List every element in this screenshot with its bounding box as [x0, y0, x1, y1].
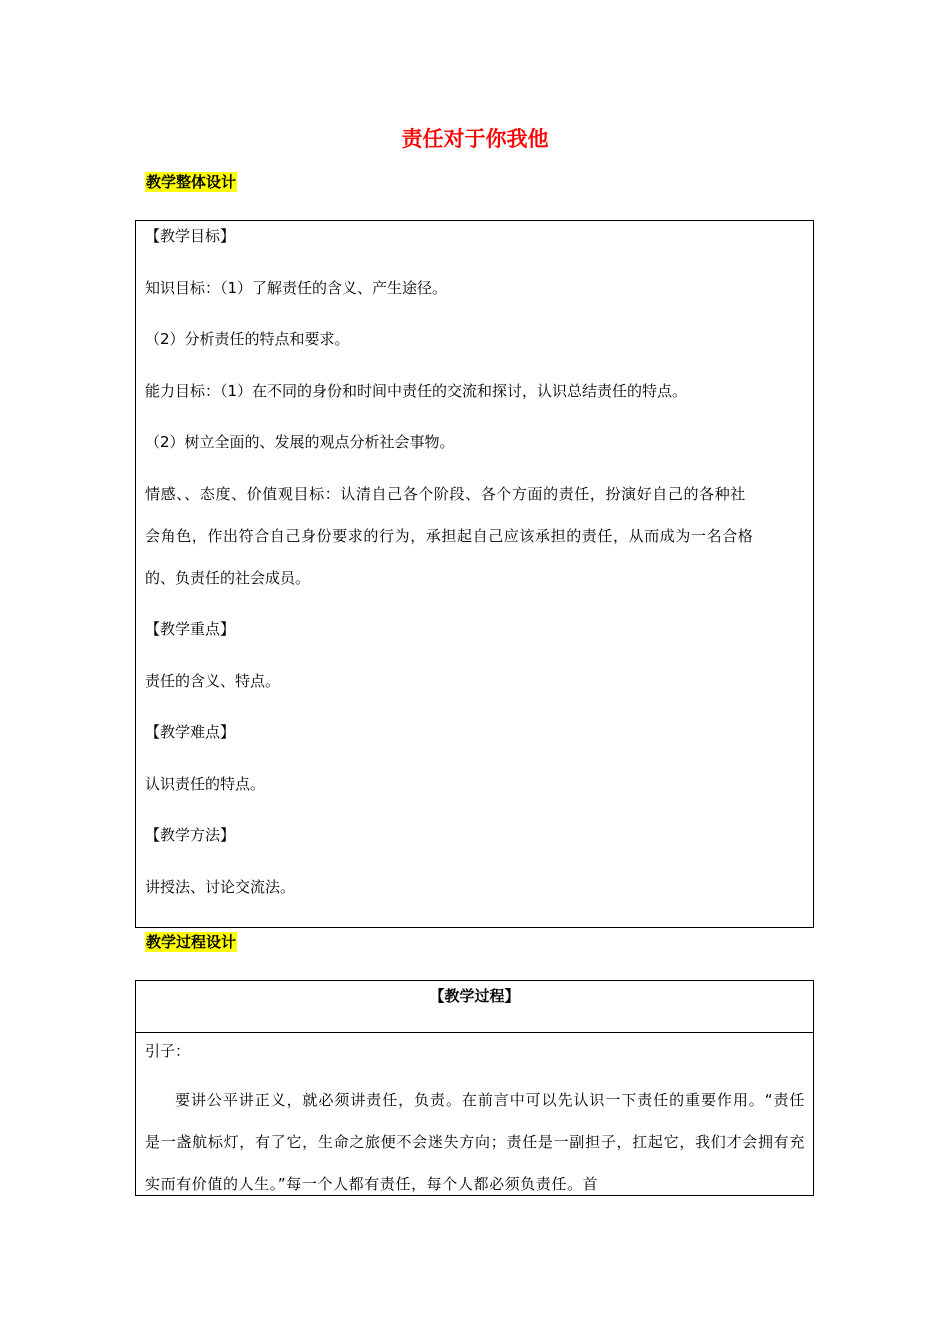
knowledge-goal-2: （2）分析责任的特点和要求。	[145, 330, 350, 348]
methods-heading: 【教学方法】	[145, 826, 236, 844]
overview-box	[135, 220, 814, 928]
emotion-goal-line-1: 情感、、态度、价值观目标：认清自己各个阶段、各个方面的责任，扮演好自己的各种社	[145, 485, 746, 503]
document-title: 责任对于你我他	[401, 127, 549, 151]
section-label-process-design: 教学过程设计	[146, 933, 237, 951]
emotion-goal-line-3: 的、负责任的社会成员。	[145, 569, 311, 587]
objectives-heading: 【教学目标】	[145, 227, 236, 245]
key-points-heading: 【教学重点】	[145, 620, 236, 638]
process-box-header	[136, 981, 813, 1033]
key-points: 责任的含义、特点。	[145, 672, 281, 690]
section-label-overall-design: 教学整体设计	[146, 173, 237, 191]
difficulties: 认识责任的特点。	[145, 775, 266, 793]
methods: 讲授法、讨论交流法。	[145, 878, 296, 896]
intro-paragraph: 要讲公平讲正义，就必须讲责任，负责。在前言中可以先认识一下责任的重要作用。“责任是一盏航标灯，有了它，生命之旅便不会迷失方向；责任是一副担子，扛起它，我们才会拥有充实而有价值的人生。”每一个人都有责任，每个人都必须负责任。首	[145, 1091, 805, 1193]
ability-goal-2: （2）树立全面的、发展的观点分析社会事物。	[145, 433, 455, 451]
process-heading: 【教学过程】	[429, 987, 520, 1005]
process-box	[135, 980, 814, 1196]
difficulties-heading: 【教学难点】	[145, 723, 236, 741]
knowledge-goal: 知识目标：（1）了解责任的含义、产生途径。	[145, 279, 448, 297]
emotion-goal-line-2: 会角色，作出符合自己身份要求的行为，承担起自己应该承担的责任，从而成为一名合格	[145, 527, 754, 545]
intro-label: 引子：	[145, 1042, 191, 1060]
ability-goal: 能力目标：（1）在不同的身份和时间中责任的交流和探讨，认识总结责任的特点。	[145, 382, 688, 400]
